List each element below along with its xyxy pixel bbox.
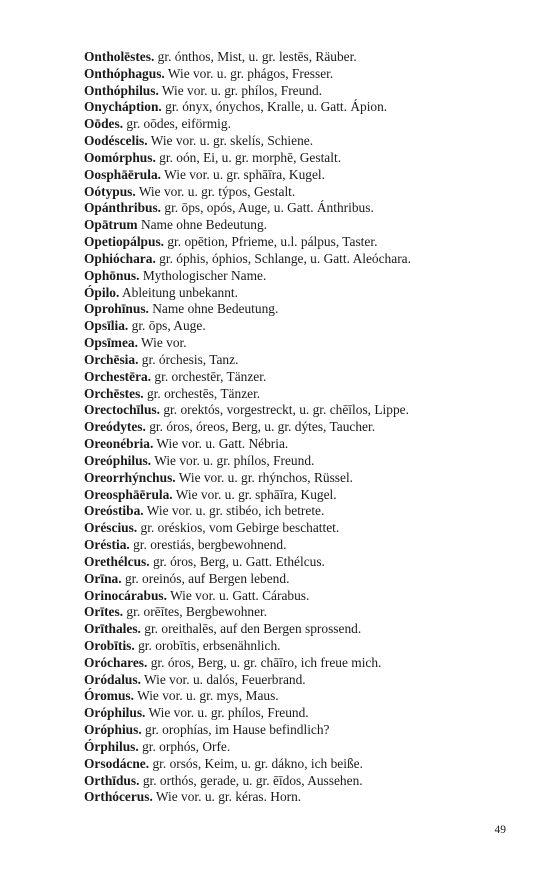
entry-term: Oprohīnus.	[84, 301, 149, 317]
entry-definition: gr. órchesis, Tanz.	[141, 351, 239, 367]
entry-definition: Wie vor. u. Gatt. Nébria.	[156, 436, 289, 452]
glossary-entry	[84, 705, 504, 722]
glossary-entry	[84, 116, 504, 133]
entry-definition: Wie vor. u. gr. stibéo, ich betrete.	[146, 503, 325, 519]
entry-definition: gr. orthós, gerade, u. gr. ēīdos, Aussehen.	[142, 772, 363, 788]
glossary-entry	[84, 419, 504, 436]
glossary-entry	[84, 453, 504, 470]
entry-definition: Wie vor. u. gr. týpos, Gestalt.	[138, 183, 296, 199]
entry-term: Orethélcus.	[84, 553, 150, 569]
glossary-entry	[84, 487, 504, 504]
entry-definition: gr. óros, Berg, u. gr. chāīro, ich freue mich.	[150, 654, 382, 670]
glossary-entry	[84, 503, 504, 520]
entry-definition: gr. orchestēr, Tänzer.	[154, 368, 267, 384]
entry-term: Oróphius.	[84, 722, 142, 738]
entry-term: Óromus.	[84, 688, 134, 704]
entry-term: Onthóphagus.	[84, 65, 165, 81]
glossary-entry	[84, 655, 504, 672]
entry-definition: Wie vor.	[141, 335, 187, 351]
entry-definition: gr. óros, óreos, Berg, u. gr. dýtes, Taucher.	[149, 419, 376, 435]
glossary-entry	[84, 436, 504, 453]
glossary-entry	[84, 638, 504, 655]
entry-definition: gr. oréskios, vom Gebirge beschattet.	[140, 520, 340, 536]
entry-definition: Wie vor. u. gr. kéras. Horn.	[155, 789, 302, 805]
entry-definition: gr. oreithalēs, auf den Bergen sprossend.	[144, 621, 362, 637]
entry-term: Oreódytes.	[84, 419, 146, 435]
glossary-entry	[84, 133, 504, 150]
entry-definition: Wie vor. u. gr. rhýnchos, Rüssel.	[178, 469, 354, 485]
entry-term: Ophióchara.	[84, 250, 156, 266]
glossary-entry	[84, 402, 504, 419]
entry-term: Orthócerus.	[84, 789, 153, 805]
entry-term: Onthóphilus.	[84, 82, 159, 98]
entry-term: Orchēsia.	[84, 351, 139, 367]
entry-term: Orītes.	[84, 604, 124, 620]
entry-definition: Wie vor. u. gr. phílos, Freund.	[148, 705, 309, 721]
glossary-entry	[84, 66, 504, 83]
glossary-entry	[84, 621, 504, 638]
glossary-entry	[84, 773, 504, 790]
entry-definition: gr. orēītes, Bergbewohner.	[126, 604, 268, 620]
glossary-entry	[84, 470, 504, 487]
glossary-entry	[84, 756, 504, 773]
entry-definition: Wie vor. u. dalós, Feuerbrand.	[144, 671, 306, 687]
entry-definition: gr. orobītis, erbsenähnlich.	[138, 637, 281, 653]
entry-definition: Wie vor. u. Gatt. Cárabus.	[170, 587, 310, 603]
entry-definition: Wie vor. u. gr. mys, Maus.	[137, 688, 279, 704]
glossary-entry	[84, 234, 504, 251]
entry-definition: Wie vor. u. gr. sphāīra, Kugel.	[164, 166, 325, 182]
entry-definition: gr. opētion, Pfrieme, u.l. pálpus, Taster.	[167, 234, 378, 250]
entry-definition: Wie vor. u. gr. skelís, Schiene.	[150, 133, 314, 149]
glossary-entry	[84, 301, 504, 318]
entry-term: Orchestēra.	[84, 368, 152, 384]
glossary-entry	[84, 386, 504, 403]
entry-term: Oréscius.	[84, 520, 138, 536]
glossary-entry	[84, 571, 504, 588]
entry-definition: Name ohne Bedeutung.	[152, 301, 279, 317]
entry-definition: gr. ónyx, ónychos, Kralle, u. Gatt. Ápion.	[165, 99, 388, 115]
entry-term: Orchēstes.	[84, 385, 144, 401]
entry-term: Onycháption.	[84, 99, 162, 115]
page-number: 49	[494, 824, 506, 836]
entry-definition: Name ohne Bedeutung.	[140, 217, 267, 233]
glossary-entry	[84, 369, 504, 386]
entry-term: Orinocárabus.	[84, 587, 167, 603]
entry-term: Orīna.	[84, 570, 122, 586]
glossary-entry	[84, 739, 504, 756]
entry-term: Ophōnus.	[84, 267, 140, 283]
entry-term: Oreóphilus.	[84, 452, 152, 468]
entry-term: Orthīdus.	[84, 772, 140, 788]
entry-term: Ontholēstes.	[84, 49, 155, 64]
entry-definition: gr. ōps, opós, Auge, u. Gatt. Ánthribus.	[164, 200, 374, 216]
glossary-entry	[84, 49, 504, 66]
entry-definition: gr. orestiás, bergbewohnend.	[133, 537, 287, 553]
entry-term: Opetiopálpus.	[84, 234, 164, 250]
glossary-entry	[84, 150, 504, 167]
glossary-entry-list	[84, 49, 504, 806]
entry-definition: Wie vor. u. gr. phílos, Freund.	[154, 452, 315, 468]
entry-definition: Ableitung unbekannt.	[121, 284, 238, 300]
entry-term: Oreóstiba.	[84, 503, 144, 519]
entry-term: Oomórphus.	[84, 149, 156, 165]
entry-term: Oosphāērula.	[84, 166, 162, 182]
glossary-entry	[84, 688, 504, 705]
entry-definition: gr. ōps, Auge.	[131, 318, 206, 334]
glossary-entry	[84, 672, 504, 689]
glossary-entry	[84, 200, 504, 217]
glossary-entry	[84, 268, 504, 285]
entry-definition: gr. óros, Berg, u. Gatt. Ethélcus.	[152, 553, 325, 569]
glossary-entry	[84, 285, 504, 302]
entry-term: Oōdes.	[84, 116, 124, 132]
entry-term: Oótypus.	[84, 183, 136, 199]
entry-definition: gr. orphós, Orfe.	[142, 738, 231, 754]
entry-term: Orsodácne.	[84, 755, 150, 771]
glossary-entry	[84, 167, 504, 184]
entry-term: Opánthribus.	[84, 200, 162, 216]
entry-term: Ópilo.	[84, 284, 120, 300]
glossary-entry	[84, 83, 504, 100]
entry-definition: gr. oōdes, eiförmig.	[126, 116, 231, 132]
glossary-entry	[84, 184, 504, 201]
entry-definition: Mythologischer Name.	[142, 267, 267, 283]
entry-term: Orectochīlus.	[84, 402, 160, 418]
glossary-entry	[84, 217, 504, 234]
entry-definition: gr. orophías, im Hause befindlich?	[145, 722, 330, 738]
glossary-entry	[84, 251, 504, 268]
entry-definition: gr. orsós, Keim, u. gr. dákno, ich beiße.	[152, 755, 363, 771]
glossary-entry	[84, 604, 504, 621]
entry-term: Oreosphāērula.	[84, 486, 173, 502]
glossary-entry	[84, 318, 504, 335]
entry-term: Orīthales.	[84, 621, 141, 637]
entry-definition: gr. ónthos, Mist, u. gr. lestēs, Räuber.	[157, 49, 357, 64]
entry-definition: gr. oreinós, auf Bergen lebend.	[124, 570, 290, 586]
glossary-entry	[84, 722, 504, 739]
glossary-entry	[84, 789, 504, 806]
entry-term: Oreorrhýnchus.	[84, 469, 176, 485]
glossary-entry	[84, 588, 504, 605]
glossary-entry	[84, 554, 504, 571]
entry-term: Oreonébria.	[84, 436, 154, 452]
glossary-entry	[84, 352, 504, 369]
entry-term: Oróchares.	[84, 654, 148, 670]
entry-term: Órphilus.	[84, 738, 139, 754]
entry-definition: Wie vor. u. gr. phágos, Fresser.	[167, 65, 334, 81]
entry-term: Oróphilus.	[84, 705, 146, 721]
entry-term: Opātrum	[84, 217, 138, 233]
entry-term: Oródalus.	[84, 671, 141, 687]
entry-definition: Wie vor. u. gr. sphāīra, Kugel.	[175, 486, 337, 502]
entry-term: Orobītis.	[84, 637, 135, 653]
glossary-entry	[84, 99, 504, 116]
entry-definition: Wie vor. u. gr. phílos, Freund.	[161, 82, 323, 98]
glossary-entry	[84, 335, 504, 352]
entry-term: Oréstia.	[84, 537, 130, 553]
entry-definition: gr. oón, Ei, u. gr. morphē, Gestalt.	[159, 149, 342, 165]
entry-term: Opsīmea.	[84, 335, 138, 351]
entry-term: Opsīlia.	[84, 318, 129, 334]
glossary-entry	[84, 537, 504, 554]
entry-definition: gr. orchestēs, Tänzer.	[146, 385, 261, 401]
entry-term: Oodéscelis.	[84, 133, 148, 149]
entry-definition: gr. orektós, vorgestreckt, u. gr. chēīlos, Lippe.	[163, 402, 409, 418]
glossary-entry	[84, 520, 504, 537]
entry-definition: gr. óphis, óphios, Schlange, u. Gatt. Aleóchara.	[159, 250, 411, 266]
